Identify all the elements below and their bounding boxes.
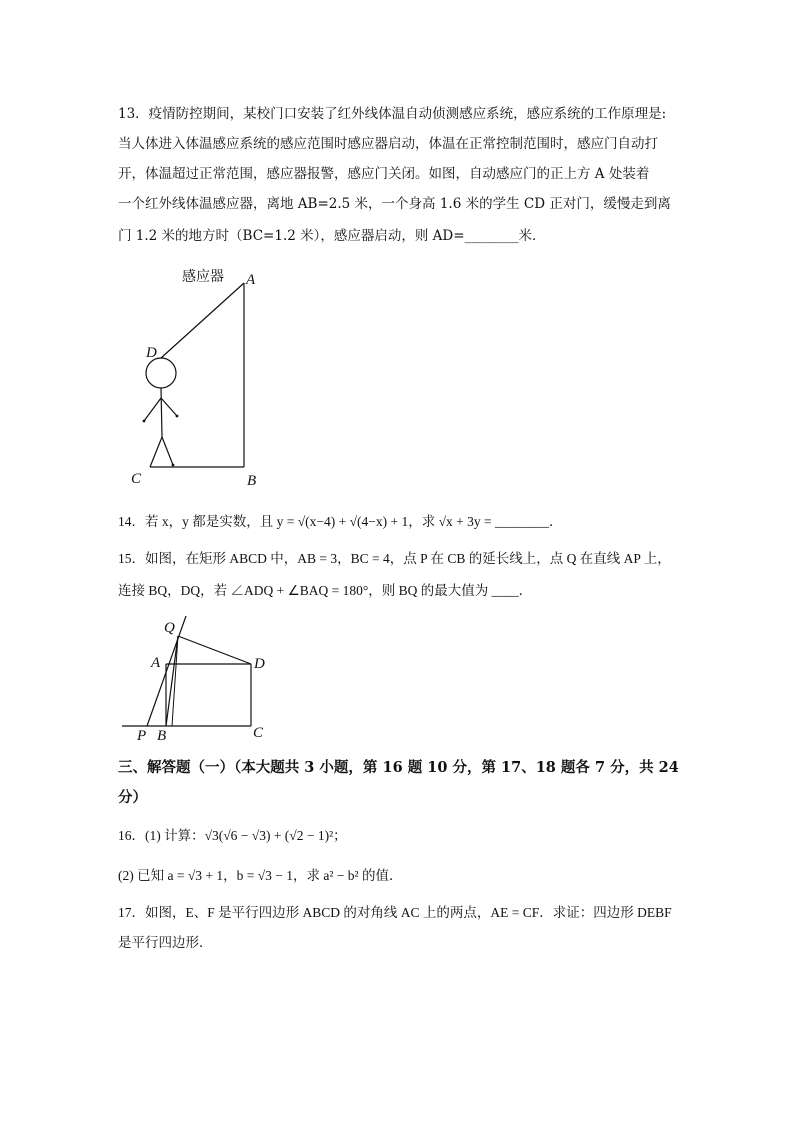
q13-line-1: 13．疫情防控期间，某校门口安装了红外线体温自动侦测感应系统，感应系统的工作原理是: — [118, 106, 667, 122]
point-c-label-2: C — [253, 725, 264, 741]
point-b-label: B — [247, 473, 257, 489]
segment-qd — [178, 636, 251, 664]
q13-line-3: 开，体温超过正常范围，感应器报警，感应门关闭。如图，自动感应门的正上方 A 处装着 — [118, 166, 650, 182]
q14-text: 14．若 x，y 都是实数，且 y = √(x−4) + √(4−x) + 1，求 √x + 3y = ________． — [118, 514, 563, 529]
section3-heading-2: 分） — [118, 789, 147, 806]
point-q-label: Q — [164, 620, 175, 636]
q17-line-1: 17．如图，E、F 是平行四边形 ABCD 的对角线 AC 上的两点，AE = CF．求证：四边形 DEBF — [118, 905, 672, 920]
point-a-label-2: A — [151, 655, 161, 671]
point-p-label: P — [137, 728, 147, 744]
point-b-label-2: B — [157, 728, 167, 744]
point-d-label-2: D — [254, 656, 265, 672]
point-c-label: C — [131, 471, 142, 487]
segment-qb-2 — [172, 636, 178, 726]
q16-part2: (2) 已知 a = √3 + 1，b = √3 − 1，求 a² − b² 的值． — [118, 868, 403, 883]
q13-line-4: 一个红外线体温感应器，离地 AB=2.5 米，一个身高 1.6 米的学生 CD 正对门，缓慢走到离 — [118, 196, 671, 212]
point-d-label: D — [146, 345, 157, 361]
segment-qb — [166, 636, 178, 726]
q15-line-1: 15．如图，在矩形 ABCD 中，AB = 3，BC = 4，点 P 在 CB 的延长线上，点 Q 在直线 AP 上， — [118, 551, 671, 566]
q16-part1: 16．(1) 计算：√3(√6 − √3) + (√2 − 1)²； — [118, 828, 347, 843]
point-a-label: A — [246, 272, 256, 288]
q15-line-2: 连接 BQ，DQ，若 ∠ADQ + ∠BAQ = 180°，则 BQ 的最大值为 ____． — [118, 583, 533, 598]
q13-line-2: 当人体进入体温感应系统的感应范围时感应器启动，体温在正常控制范围时，感应门自动打 — [118, 136, 658, 152]
section3-heading-1: 三、解答题（一）（本大题共 3 小题，第 16 题 10 分，第 17、18 题各 7 分，共 24 — [118, 759, 679, 776]
q17-line-2: 是平行四边形． — [118, 935, 213, 950]
q13-line-5: 门 1.2 米的地方时（BC=1.2 米），感应器启动，则 AD=________米． — [118, 228, 546, 244]
sensor-label: 感应器 — [182, 269, 224, 285]
